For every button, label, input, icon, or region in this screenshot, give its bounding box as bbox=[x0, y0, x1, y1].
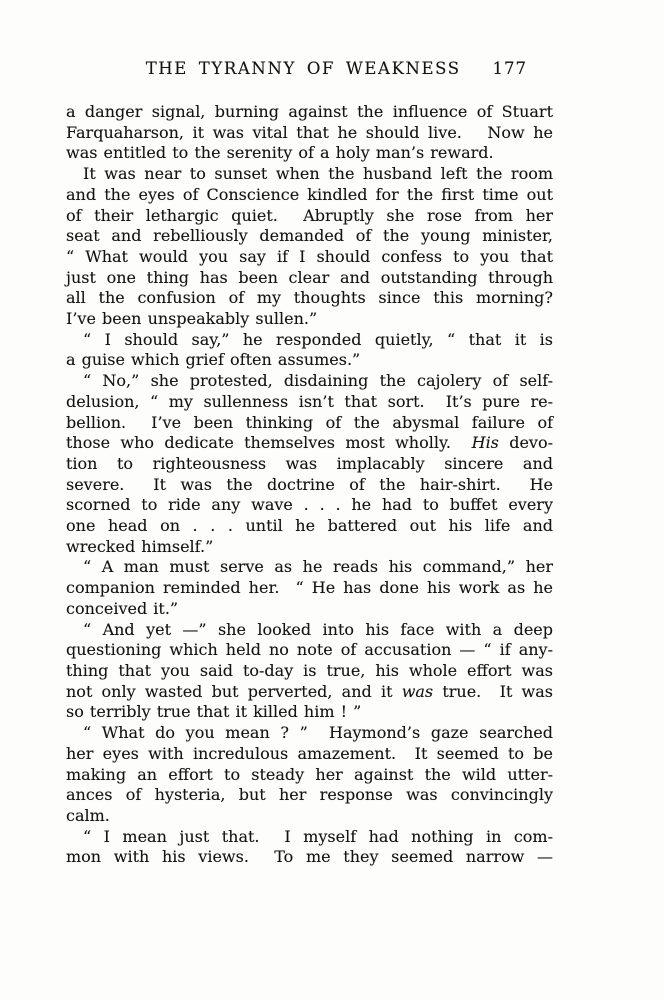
text-segment: thing that you said to-day is true, his whole effort was bbox=[66, 660, 553, 680]
text-line bbox=[66, 578, 553, 599]
paragraph bbox=[66, 723, 553, 827]
paragraph bbox=[66, 330, 553, 371]
text-segment: “ What would you say if I should confess to you that bbox=[66, 246, 553, 266]
text-segment: “ No,” she protested, disdaining the cajolery of self- bbox=[83, 371, 553, 391]
text-line bbox=[66, 702, 553, 723]
text-line bbox=[66, 620, 553, 641]
text-segment: true. It was bbox=[433, 681, 554, 701]
paragraph bbox=[66, 164, 553, 330]
text-segment: seat and rebelliously demanded of the young minister, bbox=[66, 226, 553, 246]
text-segment: “ And yet —” she looked into his face with a deep bbox=[83, 619, 553, 639]
text-line bbox=[66, 247, 553, 268]
text-segment: scorned to ride any wave . . . he had to buffet every bbox=[66, 495, 553, 515]
text-segment: bellion. I’ve been thinking of the abysmal failure of bbox=[66, 412, 553, 432]
text-line bbox=[66, 744, 553, 765]
text-segment: tion to righteousness was implacably sincere and bbox=[66, 453, 553, 473]
text-line bbox=[66, 185, 553, 206]
text-line bbox=[66, 723, 553, 744]
text-segment: one head on . . . until he battered out his life and bbox=[66, 516, 553, 536]
text-line bbox=[66, 475, 553, 496]
text-segment: I’ve been unspeakably sullen.” bbox=[66, 309, 318, 329]
text-segment: companion reminded her. “ He has done his work as he bbox=[66, 578, 553, 598]
text-segment: “ I should say,” he responded quietly, “ that it is bbox=[83, 329, 553, 349]
text-line bbox=[66, 599, 553, 620]
text-line bbox=[66, 785, 553, 806]
text-segment: not only wasted but perverted, and it bbox=[66, 681, 402, 701]
text-line bbox=[66, 537, 553, 558]
text-line bbox=[66, 827, 553, 848]
text-segment: wrecked himself.” bbox=[66, 536, 214, 556]
text-segment: “ A man must serve as he reads his command,” her bbox=[83, 557, 553, 577]
text-line bbox=[66, 847, 553, 868]
text-segment: It was near to sunset when the husband left the room bbox=[83, 164, 553, 184]
paragraph bbox=[66, 102, 553, 164]
paragraph bbox=[66, 557, 553, 619]
italic-text: was bbox=[401, 681, 434, 701]
text-segment: ances of hysteria, but her response was convincingly bbox=[66, 785, 553, 805]
text-segment: was entitled to the serenity of a holy man’s reward. bbox=[66, 143, 494, 163]
running-head-title: THE TYRANNY OF WEAKNESS bbox=[145, 59, 461, 78]
text-segment: just one thing has been clear and outstanding through bbox=[66, 267, 553, 287]
text-line bbox=[66, 495, 553, 516]
text-line bbox=[66, 371, 553, 392]
text-line bbox=[66, 350, 553, 371]
text-segment: Farquaharson, it was vital that he should live. Now he bbox=[66, 122, 553, 142]
text-segment: questioning which held no note of accusation — “ if any- bbox=[66, 640, 553, 660]
text-segment: “ I mean just that. I myself had nothing in com- bbox=[83, 826, 553, 846]
text-line bbox=[66, 806, 553, 827]
text-line bbox=[66, 102, 553, 123]
text-line bbox=[66, 557, 553, 578]
text-line bbox=[66, 164, 553, 185]
text-line bbox=[66, 143, 553, 164]
text-block bbox=[66, 58, 553, 868]
page-number: 177 bbox=[492, 59, 527, 78]
italic-text: His bbox=[471, 433, 499, 453]
text-line bbox=[66, 268, 553, 289]
text-segment: those who dedicate themselves most wholly. bbox=[66, 433, 472, 453]
text-segment: mon with his views. To me they seemed narrow — bbox=[66, 847, 553, 867]
text-segment: and the eyes of Conscience kindled for the first time out bbox=[66, 184, 553, 204]
text-line bbox=[66, 640, 553, 661]
page-body bbox=[66, 102, 553, 868]
text-segment: calm. bbox=[66, 805, 110, 825]
running-head bbox=[66, 58, 553, 80]
text-segment: her eyes with incredulous amazement. It seemed to be bbox=[66, 743, 553, 763]
text-segment: all the confusion of my thoughts since this morning? bbox=[66, 288, 553, 308]
text-line bbox=[66, 288, 553, 309]
text-line bbox=[66, 765, 553, 786]
text-segment: so terribly true that it killed him ! ” bbox=[66, 702, 362, 722]
text-segment: a danger signal, burning against the influence of Stuart bbox=[66, 102, 553, 121]
text-line bbox=[66, 330, 553, 351]
text-segment: of their lethargic quiet. Abruptly she rose from her bbox=[66, 205, 553, 225]
text-line bbox=[66, 661, 553, 682]
paragraph bbox=[66, 371, 553, 557]
text-line bbox=[66, 392, 553, 413]
text-segment: a guise which grief often assumes.” bbox=[66, 350, 361, 370]
text-segment: severe. It was the doctrine of the hair-shirt. He bbox=[66, 474, 553, 494]
text-segment: conceived it.” bbox=[66, 598, 179, 618]
text-line bbox=[66, 206, 553, 227]
paragraph bbox=[66, 827, 553, 868]
text-line bbox=[66, 309, 553, 330]
paragraph bbox=[66, 620, 553, 724]
text-segment: “ What do you mean ? ” Haymond’s gaze searched bbox=[83, 723, 553, 743]
text-segment: delusion, “ my sullenness isn’t that sort. It’s pure re- bbox=[66, 391, 553, 411]
text-segment: making an effort to steady her against the wild utter- bbox=[66, 764, 553, 784]
text-line bbox=[66, 413, 553, 434]
text-segment: devo- bbox=[498, 433, 554, 453]
text-line bbox=[66, 123, 553, 144]
text-line bbox=[66, 433, 553, 454]
text-line bbox=[66, 682, 553, 703]
text-line bbox=[66, 226, 553, 247]
text-line bbox=[66, 516, 553, 537]
text-line bbox=[66, 454, 553, 475]
